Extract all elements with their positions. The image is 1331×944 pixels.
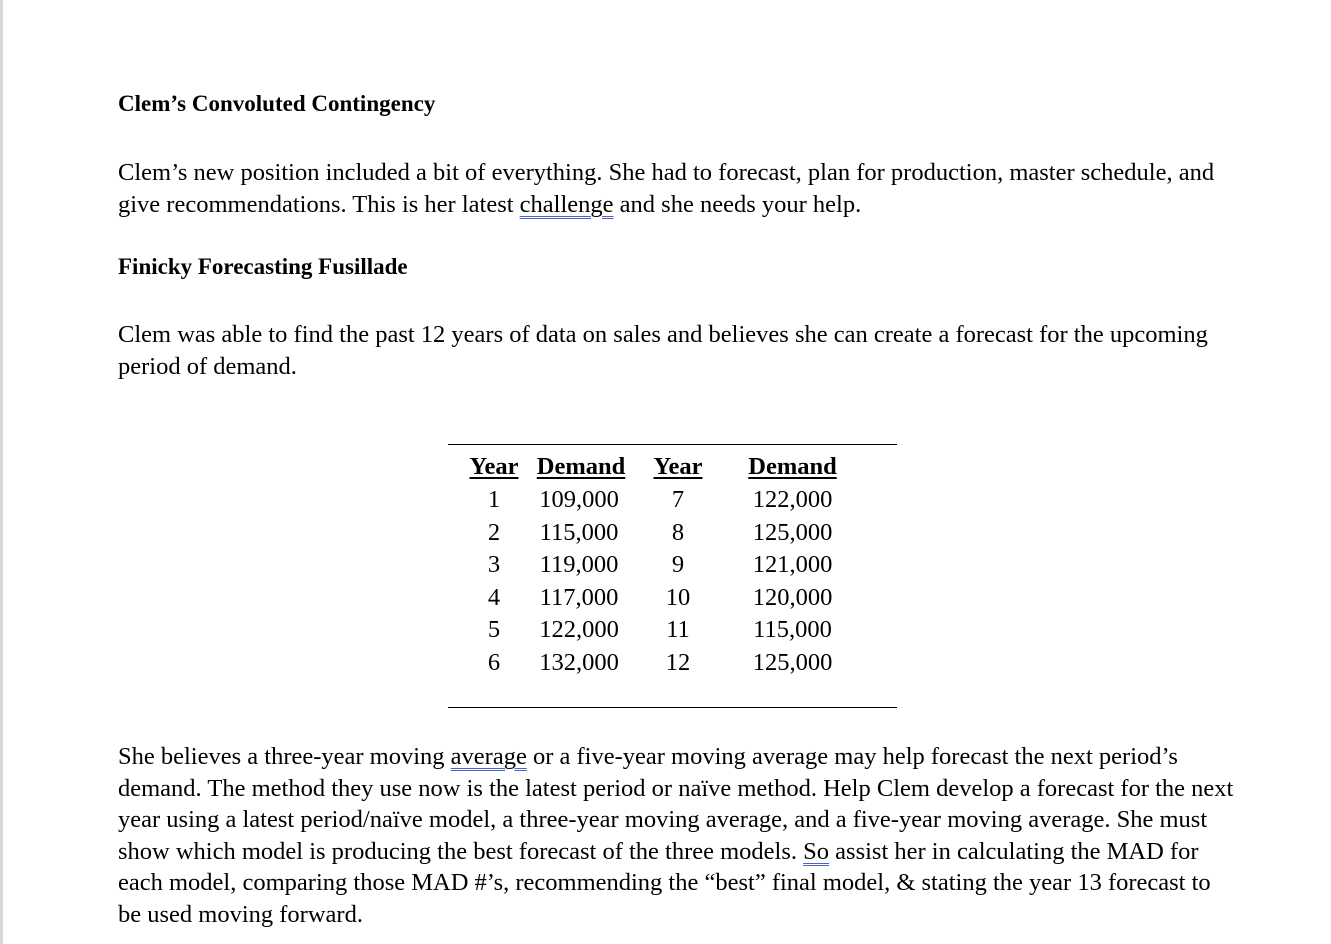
demand-table: [466, 450, 865, 679]
header-demand-1: Demand: [536, 453, 626, 480]
demand-cell: 109,000: [539, 486, 619, 514]
demand-cell: 119,000: [539, 551, 619, 579]
year-cell: 1: [487, 486, 501, 514]
task-text-3: assist her in calculating the MAD for each model, comparing those MAD #’s, recommending the “best” final model, & stating the year 13 forecast to be used moving forward.: [118, 837, 1211, 928]
proofing-flag-challenge[interactable]: challenge: [519, 190, 614, 218]
table-row: [466, 484, 865, 517]
demand-cell: 117,000: [539, 583, 619, 611]
year-cell: 2: [487, 518, 501, 546]
task-text-1: She believes a three-year moving: [118, 743, 451, 770]
table-row: [466, 517, 865, 550]
header-year-2: Year: [653, 453, 703, 480]
year-cell: 7: [671, 486, 685, 514]
section-heading: Finicky Forecasting Fusillade: [118, 254, 408, 279]
year-cell: 4: [487, 583, 501, 611]
year-cell: 11: [666, 616, 690, 644]
year-cell: 3: [487, 551, 501, 579]
year-cell: 9: [671, 551, 685, 579]
demand-cell: 115,000: [753, 616, 832, 644]
table-row: [466, 549, 865, 582]
header-demand-2: Demand: [748, 453, 837, 480]
intro-text-before: Clem’s new position included a bit of everything. She had to forecast, plan for production, master schedule, and give recommendations. This is her latest: [118, 159, 1215, 218]
demand-cell: 122,000: [539, 616, 619, 644]
demand-cell: 115,000: [539, 518, 619, 546]
year-cell: 12: [665, 648, 691, 676]
table-row: [466, 647, 865, 680]
table-row: [466, 614, 865, 647]
table-row: [466, 582, 865, 615]
demand-cell: 121,000: [752, 551, 833, 579]
year-cell: 8: [671, 518, 685, 546]
demand-cell: 125,000: [752, 518, 833, 546]
demand-table-frame: [448, 444, 897, 708]
year-cell: 6: [487, 648, 501, 676]
task-paragraph: [118, 741, 1238, 930]
proofing-flag-so[interactable]: So: [803, 837, 830, 865]
demand-cell: 132,000: [539, 648, 619, 676]
task-text-2: or a five-year moving average may help forecast the next period’s demand. The method they use now is the latest period or naïve method. Help Clem develop a forecast for the next year using a latest period/naïve model, a three-year moving average, and a five-year moving average. She must show which model is producing the best forecast of the three models.: [118, 743, 1234, 865]
document-title: Clem’s Convoluted Contingency: [118, 91, 436, 116]
header-year-1: Year: [469, 453, 519, 480]
demand-cell: 125,000: [752, 648, 833, 676]
intro-paragraph: [118, 157, 1238, 220]
year-cell: 10: [665, 583, 691, 611]
page-edge: [0, 0, 3, 944]
intro-text-after: and she needs your help.: [613, 190, 862, 218]
data-intro-paragraph: Clem was able to find the past 12 years of data on sales and believes she can create a forecast for the upcoming period of demand.: [118, 321, 1208, 380]
demand-cell: 120,000: [752, 583, 833, 611]
table-header-row: [466, 450, 865, 484]
proofing-flag-average[interactable]: average: [450, 743, 527, 770]
year-cell: 5: [487, 616, 501, 644]
demand-cell: 122,000: [752, 486, 833, 514]
